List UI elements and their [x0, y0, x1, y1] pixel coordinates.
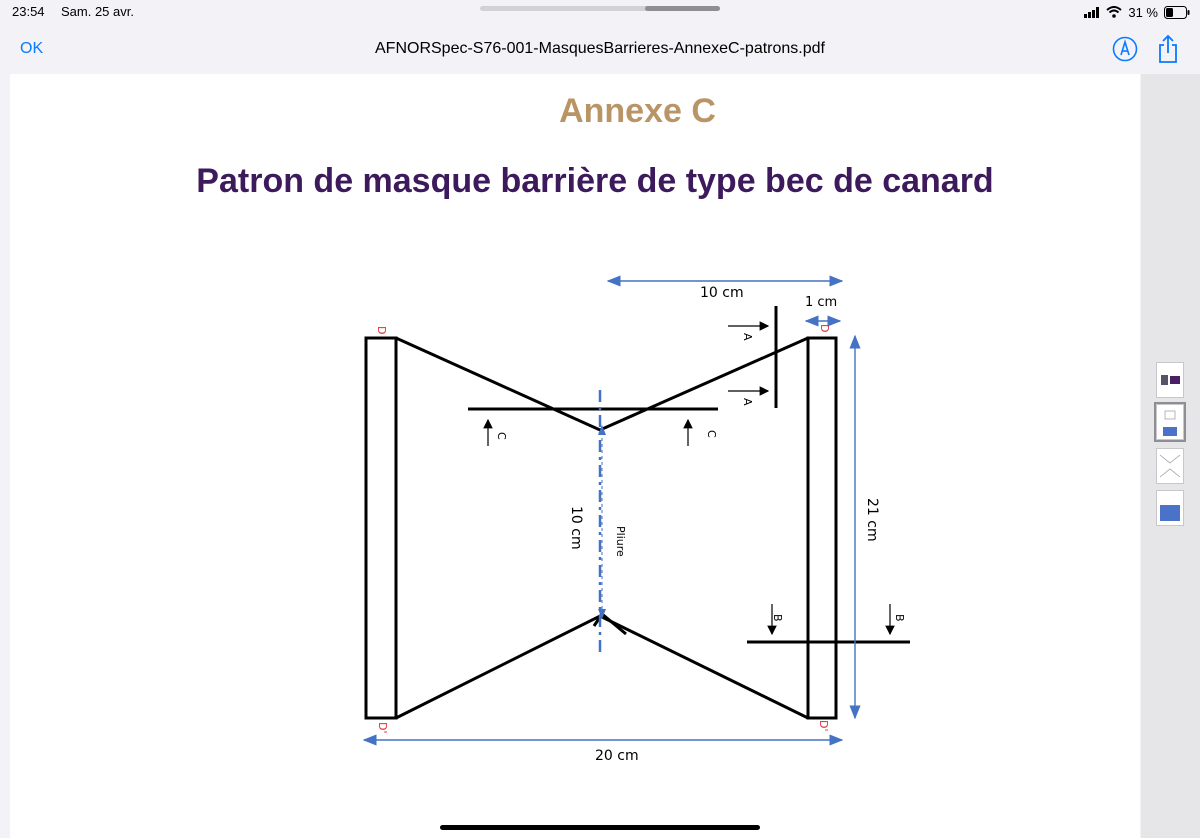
wifi-icon: [1106, 6, 1122, 18]
status-date: Sam. 25 avr.: [61, 4, 134, 19]
thumbnail-page-4[interactable]: [1156, 490, 1184, 526]
thumbnail-page-1[interactable]: [1156, 362, 1184, 398]
page-thumbnail-sidebar[interactable]: [1141, 74, 1200, 838]
corner-label-top-left: D: [375, 326, 388, 335]
annex-heading: Annexe C: [559, 92, 716, 130]
section-b-label-right: B: [893, 614, 906, 622]
document-title: AFNORSpec-S76-001-MasquesBarrieres-AnnexeC-patrons.pdf: [375, 40, 825, 57]
top-dimension-label: 10 cm: [700, 285, 744, 301]
ok-button[interactable]: OK: [20, 40, 44, 57]
corner-label-top-right: D: [818, 324, 831, 333]
section-c-label-right: C: [705, 430, 718, 438]
battery-icon: [1164, 6, 1190, 19]
thumbnail-page-2[interactable]: [1156, 404, 1184, 440]
share-icon[interactable]: [1156, 34, 1180, 64]
battery-percent: 31 %: [1128, 4, 1158, 20]
status-indicators: [1084, 4, 1190, 20]
fold-dimension-label: 10 cm: [568, 506, 584, 550]
right-side-panel: [808, 338, 836, 718]
thumbnail-page-3[interactable]: [1156, 448, 1184, 484]
width-dimension-label: 20 cm: [595, 748, 639, 764]
cellular-signal-icon: [1084, 7, 1100, 18]
height-dimension-label: 21 cm: [864, 498, 880, 542]
section-a-label-top: A: [741, 333, 754, 341]
status-bar: [0, 0, 1200, 26]
status-time: 23:54: [12, 4, 45, 19]
margin-dimension-label: 1 cm: [805, 295, 838, 310]
navigation-bar: [0, 26, 1200, 74]
home-indicator[interactable]: [440, 825, 760, 830]
fold-label: Pliure: [614, 526, 627, 557]
pattern-title: Patron de masque barrière de type bec de canard: [196, 162, 994, 200]
pdf-page[interactable]: [10, 74, 1140, 838]
bottom-v-edge: [396, 616, 808, 718]
section-c-label-left: C: [495, 432, 508, 440]
mask-pattern-diagram: [10, 74, 1140, 838]
corner-label-bottom-right: D': [817, 720, 830, 732]
section-a-label-bottom: A: [741, 398, 754, 406]
left-side-panel: [366, 338, 396, 718]
corner-label-bottom-left: D': [376, 722, 389, 734]
markup-pen-icon[interactable]: [1112, 36, 1138, 62]
section-b-label-left: B: [771, 614, 784, 622]
multitasking-grabber[interactable]: [480, 6, 720, 11]
top-v-edge: [396, 338, 808, 430]
